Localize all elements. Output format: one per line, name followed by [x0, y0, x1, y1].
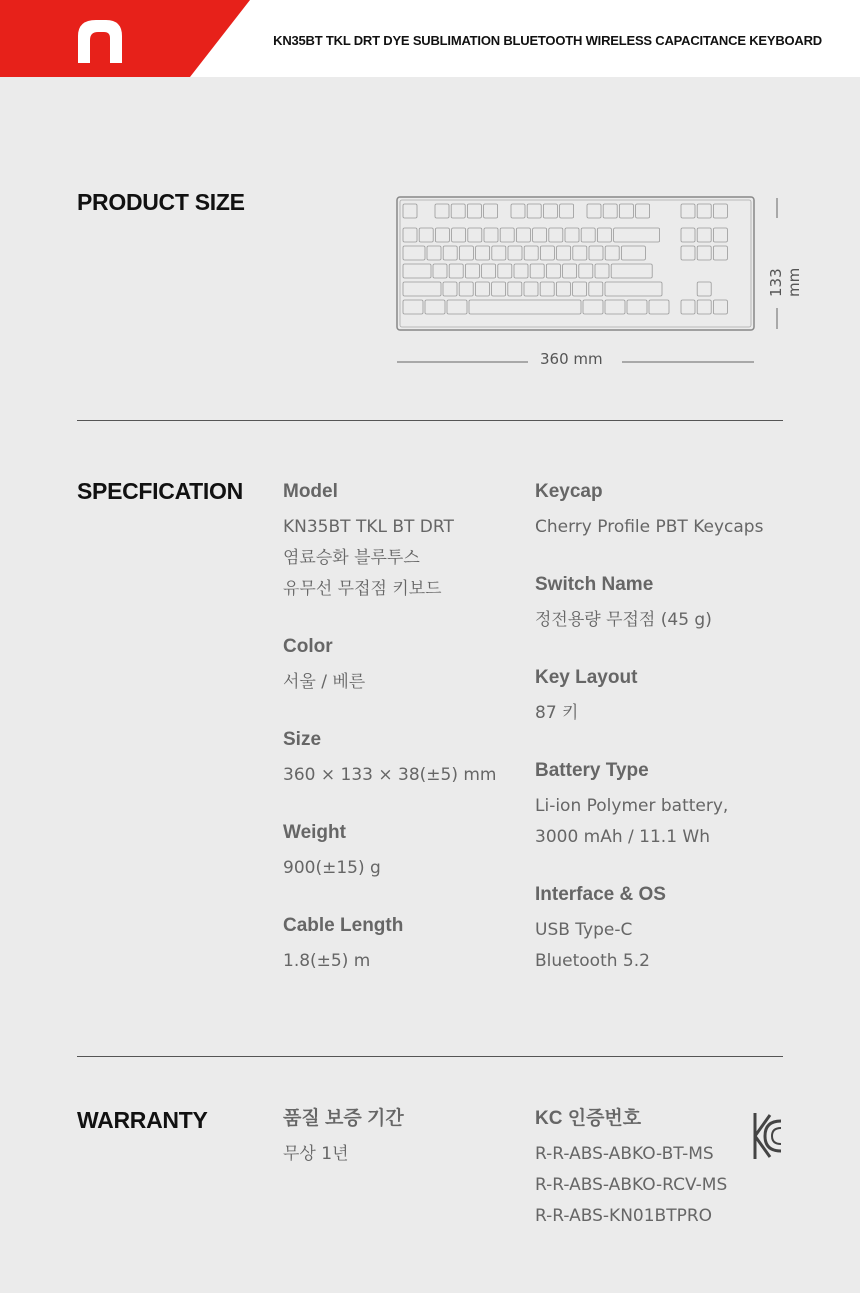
spec-item [535, 481, 775, 543]
spec-value: 360 × 133 × 38(±5) mm [283, 765, 497, 785]
spec-label: Weight [283, 822, 346, 843]
quality-warranty [283, 1108, 404, 1170]
spec-value: Bluetooth 5.2 [535, 951, 650, 971]
spec-value: 3000 mAh / 11.1 Wh [535, 827, 711, 847]
spec-value: 87 키 [535, 703, 579, 723]
header-bar [0, 0, 860, 77]
spec-value: Li-ion Polymer battery, [535, 796, 729, 816]
spec-label: Color [283, 636, 333, 657]
divider [77, 1056, 783, 1057]
spec-label: Interface & OS [535, 884, 666, 905]
spec-value: 염료승화 블루투스 [283, 548, 420, 568]
spec-item [535, 667, 775, 729]
quality-label: 품질 보증 기간 [283, 1108, 404, 1129]
kc-certification [535, 1108, 727, 1232]
divider [77, 420, 783, 421]
kc-number: R-R-ABS-ABKO-BT-MS [535, 1144, 714, 1164]
kc-label: KC 인증번호 [535, 1108, 642, 1129]
spec-item [535, 574, 775, 636]
height-dimension-label: 133 mm [767, 237, 803, 297]
specification-heading: SPECFICATION [77, 478, 243, 504]
keyboard-diagram [390, 190, 803, 380]
spec-value: KN35BT TKL BT DRT [283, 517, 454, 537]
brand-logo-icon [74, 18, 126, 63]
spec-label: Model [283, 481, 338, 502]
spec-value: 1.8(±5) m [283, 951, 371, 971]
spec-value: 정전용량 무접점 (45 g) [535, 610, 712, 630]
kc-number: R-R-ABS-ABKO-RCV-MS [535, 1175, 728, 1195]
product-title: KN35BT TKL DRT DYE SUBLIMATION BLUETOOTH WIRELESS CAPACITANCE KEYBOARD [273, 33, 822, 48]
spec-item [283, 915, 523, 977]
spec-label: Keycap [535, 481, 603, 502]
spec-label: Cable Length [283, 915, 404, 936]
spec-value: 서울 / 베른 [283, 672, 366, 692]
spec-item [283, 636, 523, 698]
spec-left-column [283, 481, 523, 1008]
spec-item [535, 884, 775, 977]
kc-number: R-R-ABS-KN01BTPRO [535, 1206, 713, 1226]
spec-item [283, 729, 523, 791]
spec-label: Battery Type [535, 760, 649, 781]
spec-label: Switch Name [535, 574, 654, 595]
product-size-heading: PRODUCT SIZE [77, 189, 245, 215]
width-dimension-label: 360 mm [540, 350, 603, 368]
spec-value: 유무선 무접점 키보드 [283, 579, 442, 599]
spec-right-column [535, 481, 775, 1008]
warranty-heading: WARRANTY [77, 1107, 208, 1133]
kc-certification-icon [752, 1111, 783, 1161]
spec-value: Cherry Profile PBT Keycaps [535, 517, 764, 537]
quality-value: 무상 1년 [283, 1144, 349, 1164]
spec-value: 900(±15) g [283, 858, 381, 878]
spec-item [283, 481, 523, 605]
spec-label: Key Layout [535, 667, 638, 688]
spec-label: Size [283, 729, 322, 750]
spec-item [283, 822, 523, 884]
spec-item [535, 760, 775, 853]
spec-value: USB Type-C [535, 920, 633, 940]
